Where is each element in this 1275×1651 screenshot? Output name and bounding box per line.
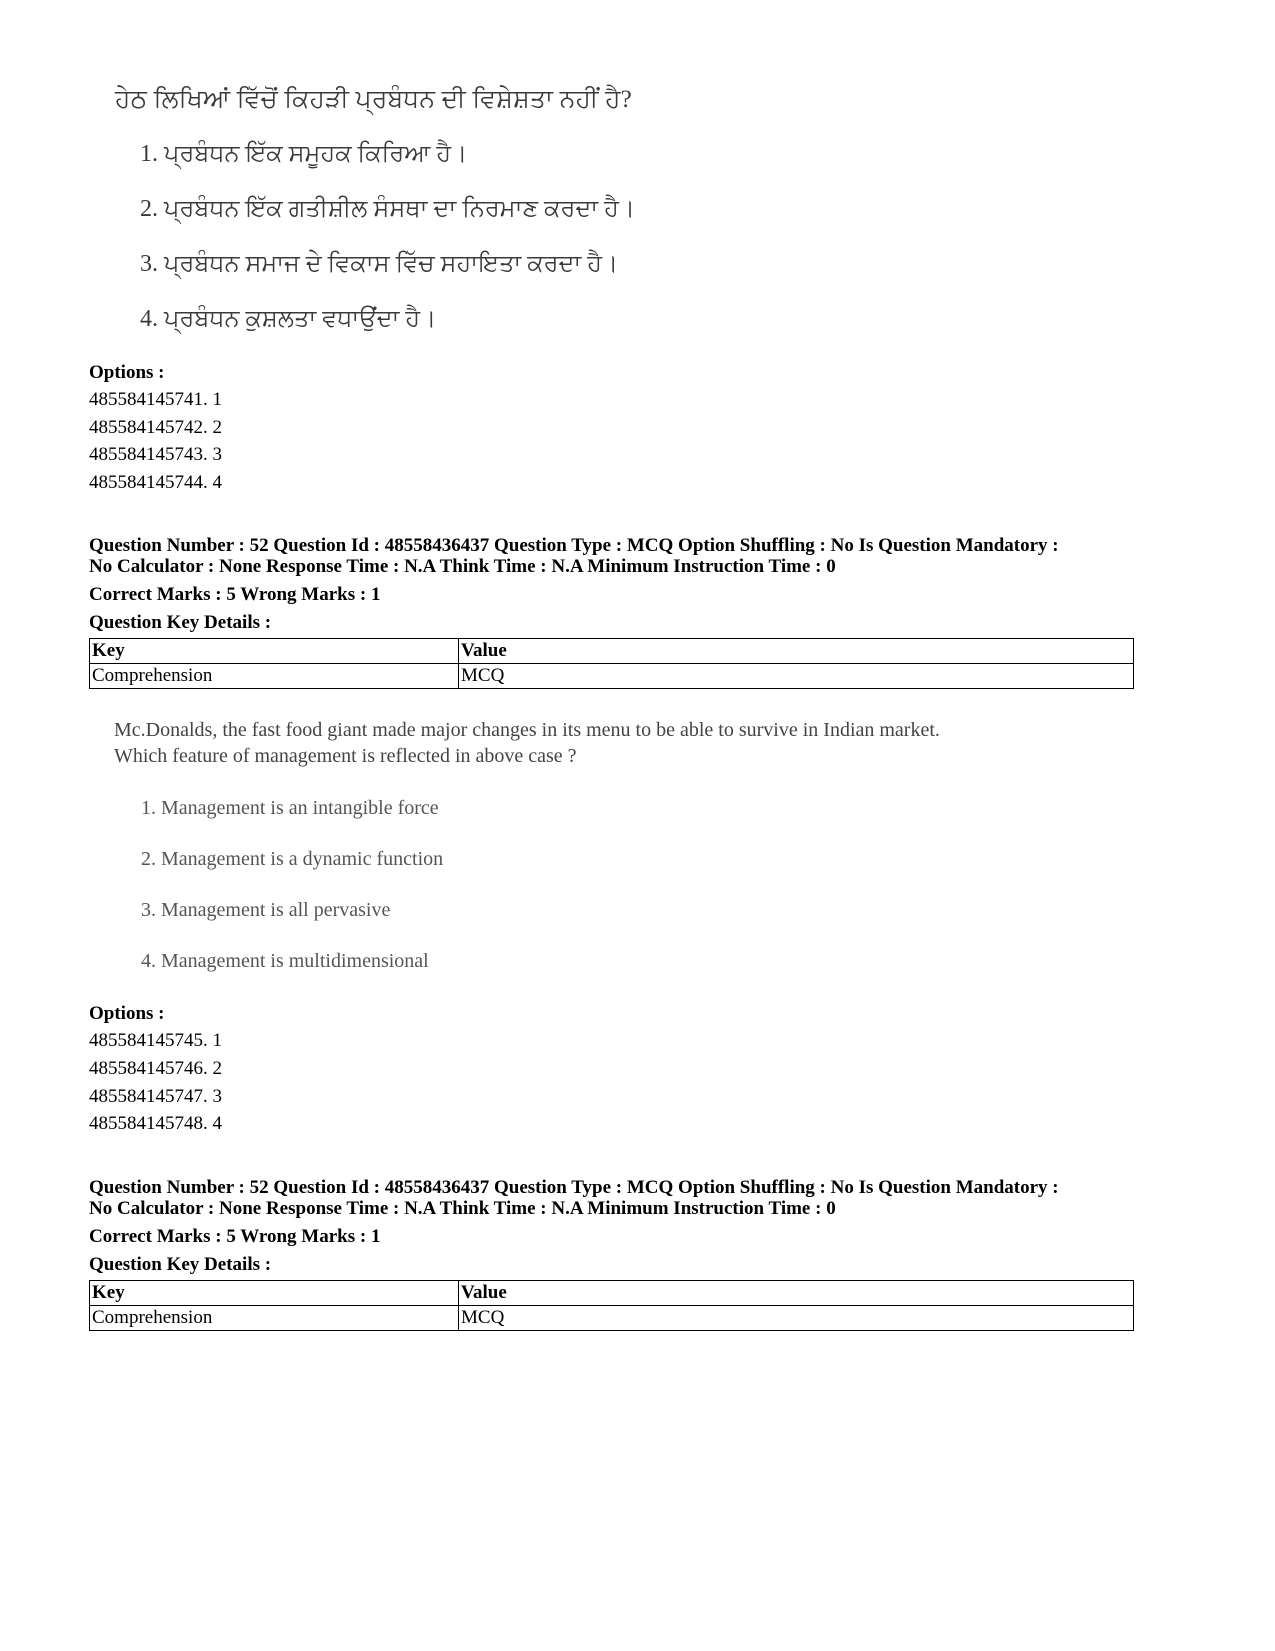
table-header-row — [90, 1281, 1134, 1306]
question-stem: ਹੇਠ ਲਿਖਿਆਂ ਵਿੱਚੋਂ ਕਿਹੜੀ ਪ੍ਰਬੰਧਨ ਦੀ ਵਿਸ਼ੇਸ਼ਤਾ ਨਹੀਂ ਹੈ? — [115, 86, 632, 113]
key-details-label: Question Key Details : — [89, 1254, 272, 1275]
table-header-value: Value — [459, 639, 1134, 664]
table-row — [90, 1306, 1134, 1331]
option-item: 485584145746. 2 — [89, 1058, 222, 1079]
marks-line: Correct Marks : 5 Wrong Marks : 1 — [89, 1226, 381, 1247]
question-stem: Which feature of management is reflected in above case ? — [114, 745, 577, 767]
key-details-table — [89, 1280, 1134, 1331]
table-header-key: Key — [90, 1281, 459, 1306]
table-cell-value: MCQ — [459, 664, 1134, 689]
option-item: 485584145745. 1 — [89, 1030, 222, 1051]
option-item: 485584145742. 2 — [89, 417, 222, 438]
marks-line: Correct Marks : 5 Wrong Marks : 1 — [89, 584, 381, 605]
question-choice: 4. ਪ੍ਰਬੰਧਨ ਕੁਸ਼ਲਤਾ ਵਧਾਉਂਦਾ ਹੈ। — [140, 306, 437, 332]
question-meta-line: Question Number : 52 Question Id : 48558436437 Question Type : MCQ Option Shuffling : No Is Question Mandatory : — [89, 1177, 1059, 1198]
question-stem: Mc.Donalds, the fast food giant made major changes in its menu to be able to survive in Indian market. — [114, 719, 940, 741]
question-choice: 3. Management is all pervasive — [141, 899, 391, 921]
question-choice: 3. ਪ੍ਰਬੰਧਨ ਸਮਾਜ ਦੇ ਵਿਕਾਸ ਵਿੱਚ ਸਹਾਇਤਾ ਕਰਦਾ ਹੈ। — [140, 251, 619, 277]
table-header-key: Key — [90, 639, 459, 664]
option-item: 485584145744. 4 — [89, 472, 222, 493]
option-item: 485584145743. 3 — [89, 444, 222, 465]
key-details-label: Question Key Details : — [89, 612, 272, 633]
question-meta-line: No Calculator : None Response Time : N.A Think Time : N.A Minimum Instruction Time : 0 — [89, 1198, 836, 1219]
question-meta-line: Question Number : 52 Question Id : 48558436437 Question Type : MCQ Option Shuffling : No Is Question Mandatory : — [89, 535, 1059, 556]
option-item: 485584145741. 1 — [89, 389, 222, 410]
options-label: Options : — [89, 362, 165, 383]
question-choice: 2. ਪ੍ਰਬੰਧਨ ਇੱਕ ਗਤੀਸ਼ੀਲ ਸੰਸਥਾ ਦਾ ਨਿਰਮਾਣ ਕਰਦਾ ਹੈ। — [140, 196, 635, 222]
question-choice: 2. Management is a dynamic function — [141, 848, 444, 870]
question-choice: 1. Management is an intangible force — [141, 797, 439, 819]
table-row — [90, 664, 1134, 689]
table-cell-value: MCQ — [459, 1306, 1134, 1331]
table-cell-key: Comprehension — [90, 1306, 459, 1331]
key-details-table — [89, 638, 1134, 689]
question-choice: 4. Management is multidimensional — [141, 950, 429, 972]
question-choice: 1. ਪ੍ਰਬੰਧਨ ਇੱਕ ਸਮੂਹਕ ਕਿਰਿਆ ਹੈ। — [140, 141, 468, 167]
question-meta-line: No Calculator : None Response Time : N.A Think Time : N.A Minimum Instruction Time : 0 — [89, 556, 836, 577]
option-item: 485584145748. 4 — [89, 1113, 222, 1134]
table-header-value: Value — [459, 1281, 1134, 1306]
option-item: 485584145747. 3 — [89, 1086, 222, 1107]
table-header-row — [90, 639, 1134, 664]
table-cell-key: Comprehension — [90, 664, 459, 689]
options-label: Options : — [89, 1003, 165, 1024]
